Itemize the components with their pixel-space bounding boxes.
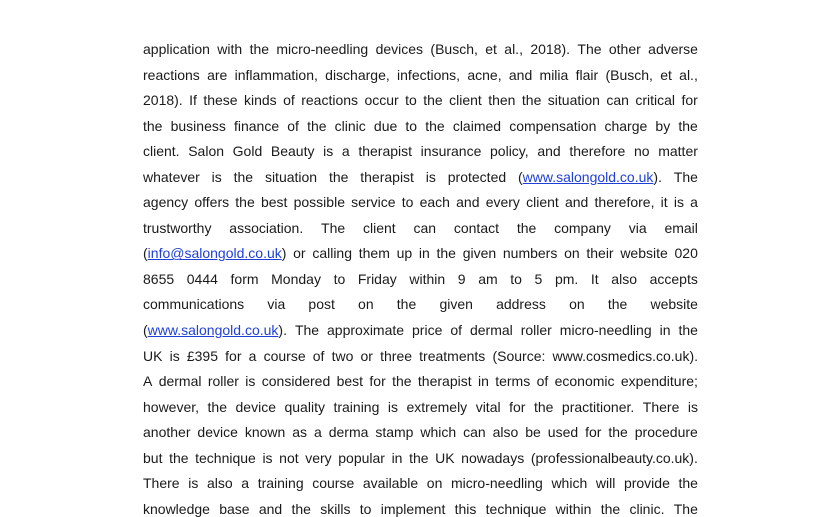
word: but (143, 449, 163, 466)
word: not (279, 449, 299, 466)
word: or (360, 347, 373, 364)
word: of (450, 322, 463, 339)
word: device (235, 398, 276, 415)
word: The (673, 500, 698, 517)
word: is (245, 373, 256, 390)
word: also (206, 475, 233, 492)
word: provide (623, 475, 670, 492)
word: can (463, 424, 486, 441)
text-line (143, 395, 698, 421)
word: roller (207, 373, 239, 390)
word: then (488, 92, 516, 109)
word: derma (328, 424, 369, 441)
word: insurance (420, 143, 482, 160)
word: a (241, 475, 250, 492)
word: therapist (417, 373, 472, 390)
word: matter (658, 143, 698, 160)
word: technique (485, 500, 547, 517)
word: technique (195, 449, 256, 466)
word: inflammation, (234, 66, 318, 83)
word: the (516, 219, 537, 236)
word: the (436, 245, 456, 262)
word: the (533, 398, 554, 415)
word: on (426, 475, 443, 492)
word: device (197, 424, 238, 441)
word: to (405, 117, 418, 134)
word: this (454, 500, 477, 517)
body-text (143, 37, 698, 517)
word: dermal (158, 373, 202, 390)
word: three (380, 347, 413, 364)
word: given (439, 296, 473, 313)
email-link[interactable]: info@salongold.co.uk (147, 245, 282, 262)
word: the (396, 296, 417, 313)
word: also (611, 270, 637, 287)
word: base (219, 500, 250, 517)
word: application (143, 41, 210, 57)
word: the (207, 398, 228, 415)
word: therapist (360, 168, 414, 185)
word: economic (554, 373, 615, 390)
word: a (248, 347, 257, 364)
text-line (143, 318, 698, 344)
word: popular (338, 449, 385, 466)
word: the (678, 475, 698, 492)
word-with-link: (www.salongold.co.uk). (517, 168, 662, 185)
word: the (307, 117, 327, 134)
word: these (203, 92, 238, 109)
word: address (496, 296, 546, 313)
word: it (660, 194, 668, 211)
word: association. (229, 219, 304, 236)
word: micro-needling (559, 322, 652, 339)
word: adverse (648, 41, 698, 57)
word: available (362, 475, 419, 492)
word: UK (435, 449, 455, 466)
word: situation (264, 168, 318, 185)
word: within (409, 270, 446, 287)
text-line (143, 471, 698, 497)
word: therefore (569, 143, 626, 160)
word: in (659, 322, 671, 339)
word: kinds (244, 92, 277, 109)
word: Friday (357, 270, 397, 287)
word: the (678, 322, 698, 339)
word: trustworthy (143, 219, 212, 236)
word: reactions (143, 66, 200, 83)
word: on (569, 296, 585, 313)
word: vital (475, 398, 501, 415)
word: A (143, 373, 153, 390)
word: which (551, 475, 588, 492)
word: Gold (232, 143, 263, 160)
word: as (292, 424, 308, 441)
text-line (143, 241, 698, 267)
word: by (655, 117, 671, 134)
word: There (143, 475, 180, 492)
word: is (687, 398, 698, 415)
word: practitioner. (561, 398, 635, 415)
word: al., (679, 66, 698, 83)
word: company (554, 219, 611, 236)
text-line (143, 88, 698, 114)
word: business (170, 117, 226, 134)
word: et (660, 66, 672, 83)
word: will (595, 475, 616, 492)
word: best (336, 373, 364, 390)
word: up (396, 245, 413, 262)
word: is (673, 194, 684, 211)
text-line (143, 497, 698, 517)
word: via (628, 219, 647, 236)
word: a (341, 143, 350, 160)
word: price (412, 322, 443, 339)
word: and (508, 66, 533, 83)
word: skills (320, 500, 351, 517)
word: is (425, 168, 436, 185)
word: 8655 (143, 270, 175, 287)
word: very (305, 449, 332, 466)
word: Beauty (270, 143, 315, 160)
text-line (143, 63, 698, 89)
word: 9 (457, 270, 466, 287)
word: Monday (271, 270, 321, 287)
word: procedure (634, 424, 698, 441)
word: and (564, 194, 589, 211)
word: roller (520, 322, 552, 339)
word: knowledge (143, 500, 210, 517)
word: charge (604, 117, 648, 134)
word: the (607, 296, 628, 313)
word: (Source: (492, 347, 546, 364)
word: the (521, 92, 542, 109)
word: is (323, 143, 334, 160)
website-link[interactable]: www.salongold.co.uk (147, 322, 279, 339)
word: due (373, 117, 398, 134)
word: whatever (143, 168, 200, 185)
word: to (401, 194, 414, 211)
word: is (262, 449, 273, 466)
text-line (143, 292, 698, 318)
word: (professionalbeauty.co.uk). (530, 449, 698, 466)
text-line (143, 267, 698, 293)
word: accepts (649, 270, 698, 287)
word: given (462, 245, 497, 262)
word: post (308, 296, 335, 313)
word: also (492, 424, 519, 441)
text-line (143, 216, 698, 242)
word: clinic. (629, 500, 665, 517)
word: flair (575, 66, 599, 83)
word: terms (495, 373, 531, 390)
word: email (664, 219, 698, 236)
word: client (362, 219, 396, 236)
word: of (287, 117, 299, 134)
word: their (586, 245, 614, 262)
word: am (478, 270, 498, 287)
word: of (536, 373, 549, 390)
word: occur (364, 92, 399, 109)
word: on (564, 245, 580, 262)
word: et (485, 41, 497, 57)
word: considered (261, 373, 331, 390)
text-line (143, 420, 698, 446)
word: reactions (301, 92, 359, 109)
word: policy, (490, 143, 529, 160)
word: 2018). (530, 41, 571, 57)
word: client. (143, 143, 180, 160)
word: best (260, 194, 288, 211)
word: known (244, 424, 286, 441)
word: finance (233, 117, 280, 134)
word: stamp (375, 424, 414, 441)
word: client (526, 194, 559, 211)
word: nowadays (461, 449, 525, 466)
word: is (188, 475, 199, 492)
word: possible (293, 194, 345, 211)
word: for (585, 424, 602, 441)
word: It (590, 270, 599, 287)
word: offers (194, 194, 230, 211)
text-line (143, 190, 698, 216)
word: The (294, 322, 320, 339)
word: discharge, (325, 66, 390, 83)
word: £395 (186, 347, 219, 364)
word: the (143, 117, 163, 134)
website-link[interactable]: www.salongold.co.uk (522, 168, 654, 185)
word: them (358, 245, 390, 262)
word-with-link: (www.salongold.co.uk). (143, 322, 287, 339)
word: another (143, 424, 191, 441)
word: claimed (452, 117, 502, 134)
word: al., (504, 41, 523, 57)
text-line (143, 369, 698, 395)
word: milia (539, 66, 569, 83)
word: communications (143, 296, 245, 313)
word: each (419, 194, 450, 211)
text-line (143, 37, 698, 63)
word: the (678, 117, 698, 134)
word: acne, (467, 66, 502, 83)
word: numbers (502, 245, 558, 262)
word: in (391, 449, 403, 466)
word: form (230, 270, 259, 287)
word: calling (312, 245, 353, 262)
word: the (608, 424, 628, 441)
word: however, (143, 398, 200, 415)
word: a (313, 424, 322, 441)
word: Salon (188, 143, 225, 160)
word: therefore, (594, 194, 655, 211)
word: 020 (674, 245, 698, 262)
word: quality (284, 398, 325, 415)
word: course (263, 347, 306, 364)
word: is (387, 398, 398, 415)
word: 2018). (143, 92, 183, 109)
word: every (485, 194, 520, 211)
word: training (333, 398, 380, 415)
word: are (207, 66, 228, 83)
word: approximate (327, 322, 405, 339)
text-line (143, 114, 698, 140)
word: dermal (469, 322, 513, 339)
word: If (189, 92, 197, 109)
word-with-link: (info@salongold.co.uk) (143, 245, 287, 262)
word: to (405, 92, 417, 109)
word: UK (143, 347, 163, 364)
word: micro-needling (450, 475, 543, 492)
word: two (331, 347, 354, 364)
word: for (225, 347, 242, 364)
word: to (333, 270, 346, 287)
word: infections, (397, 66, 461, 83)
word: the (600, 500, 621, 517)
word: for (681, 92, 698, 109)
word: 0444 (186, 270, 218, 287)
word: and (258, 500, 283, 517)
word: can (413, 219, 437, 236)
word: protected (447, 168, 507, 185)
word: which (420, 424, 457, 441)
word: The (673, 168, 698, 185)
word: used (547, 424, 579, 441)
word: www.cosmedics.co.uk). (552, 347, 698, 364)
word: within (555, 500, 592, 517)
word: 5 (534, 270, 543, 287)
word: no (634, 143, 650, 160)
word: the (235, 194, 255, 211)
word: other (608, 41, 641, 57)
word: clinic (334, 117, 366, 134)
word: the (409, 449, 429, 466)
text-line (143, 344, 698, 370)
word: of (312, 347, 325, 364)
word: in (418, 245, 430, 262)
word: The (577, 41, 602, 57)
word: training (257, 475, 304, 492)
word: (Busch, (430, 41, 478, 57)
word: the (233, 168, 254, 185)
word: extremely (406, 398, 468, 415)
word: the (169, 449, 189, 466)
word: for (369, 373, 386, 390)
word: or (293, 245, 306, 262)
word: in (477, 373, 489, 390)
word: course (312, 475, 355, 492)
word: to (359, 500, 372, 517)
word: is (211, 168, 222, 185)
word: be (525, 424, 541, 441)
word: critical (635, 92, 676, 109)
word: on (358, 296, 374, 313)
word: treatments (419, 347, 486, 364)
word: to (510, 270, 522, 287)
word: expenditure; (620, 373, 698, 390)
word: pm. (554, 270, 579, 287)
word: the (425, 117, 445, 134)
word: micro-needling (276, 41, 369, 57)
word: contact (453, 219, 499, 236)
word: devices (375, 41, 424, 57)
word: therapist (358, 143, 413, 160)
word: service (351, 194, 396, 211)
word: the (249, 41, 270, 57)
word: the (423, 92, 443, 109)
word: with (217, 41, 243, 57)
word: agency (143, 194, 189, 211)
text-line (143, 139, 698, 165)
text-line (143, 165, 698, 191)
word: client (449, 92, 482, 109)
word: situation (547, 92, 600, 109)
word: (Busch, (605, 66, 653, 83)
word: website (620, 245, 668, 262)
word: is (169, 347, 180, 364)
word: and (456, 194, 480, 211)
text-line (143, 446, 698, 472)
word: can (606, 92, 629, 109)
word: of (283, 92, 295, 109)
word: compensation (509, 117, 597, 134)
word: via (267, 296, 286, 313)
word: for (509, 398, 526, 415)
word: the (328, 168, 349, 185)
word: the (291, 500, 311, 517)
word: a (690, 194, 698, 211)
word: the (392, 373, 412, 390)
word: and (537, 143, 561, 160)
word: The (321, 219, 346, 236)
word: implement (380, 500, 446, 517)
word: There (642, 398, 680, 415)
word: website (650, 296, 698, 313)
